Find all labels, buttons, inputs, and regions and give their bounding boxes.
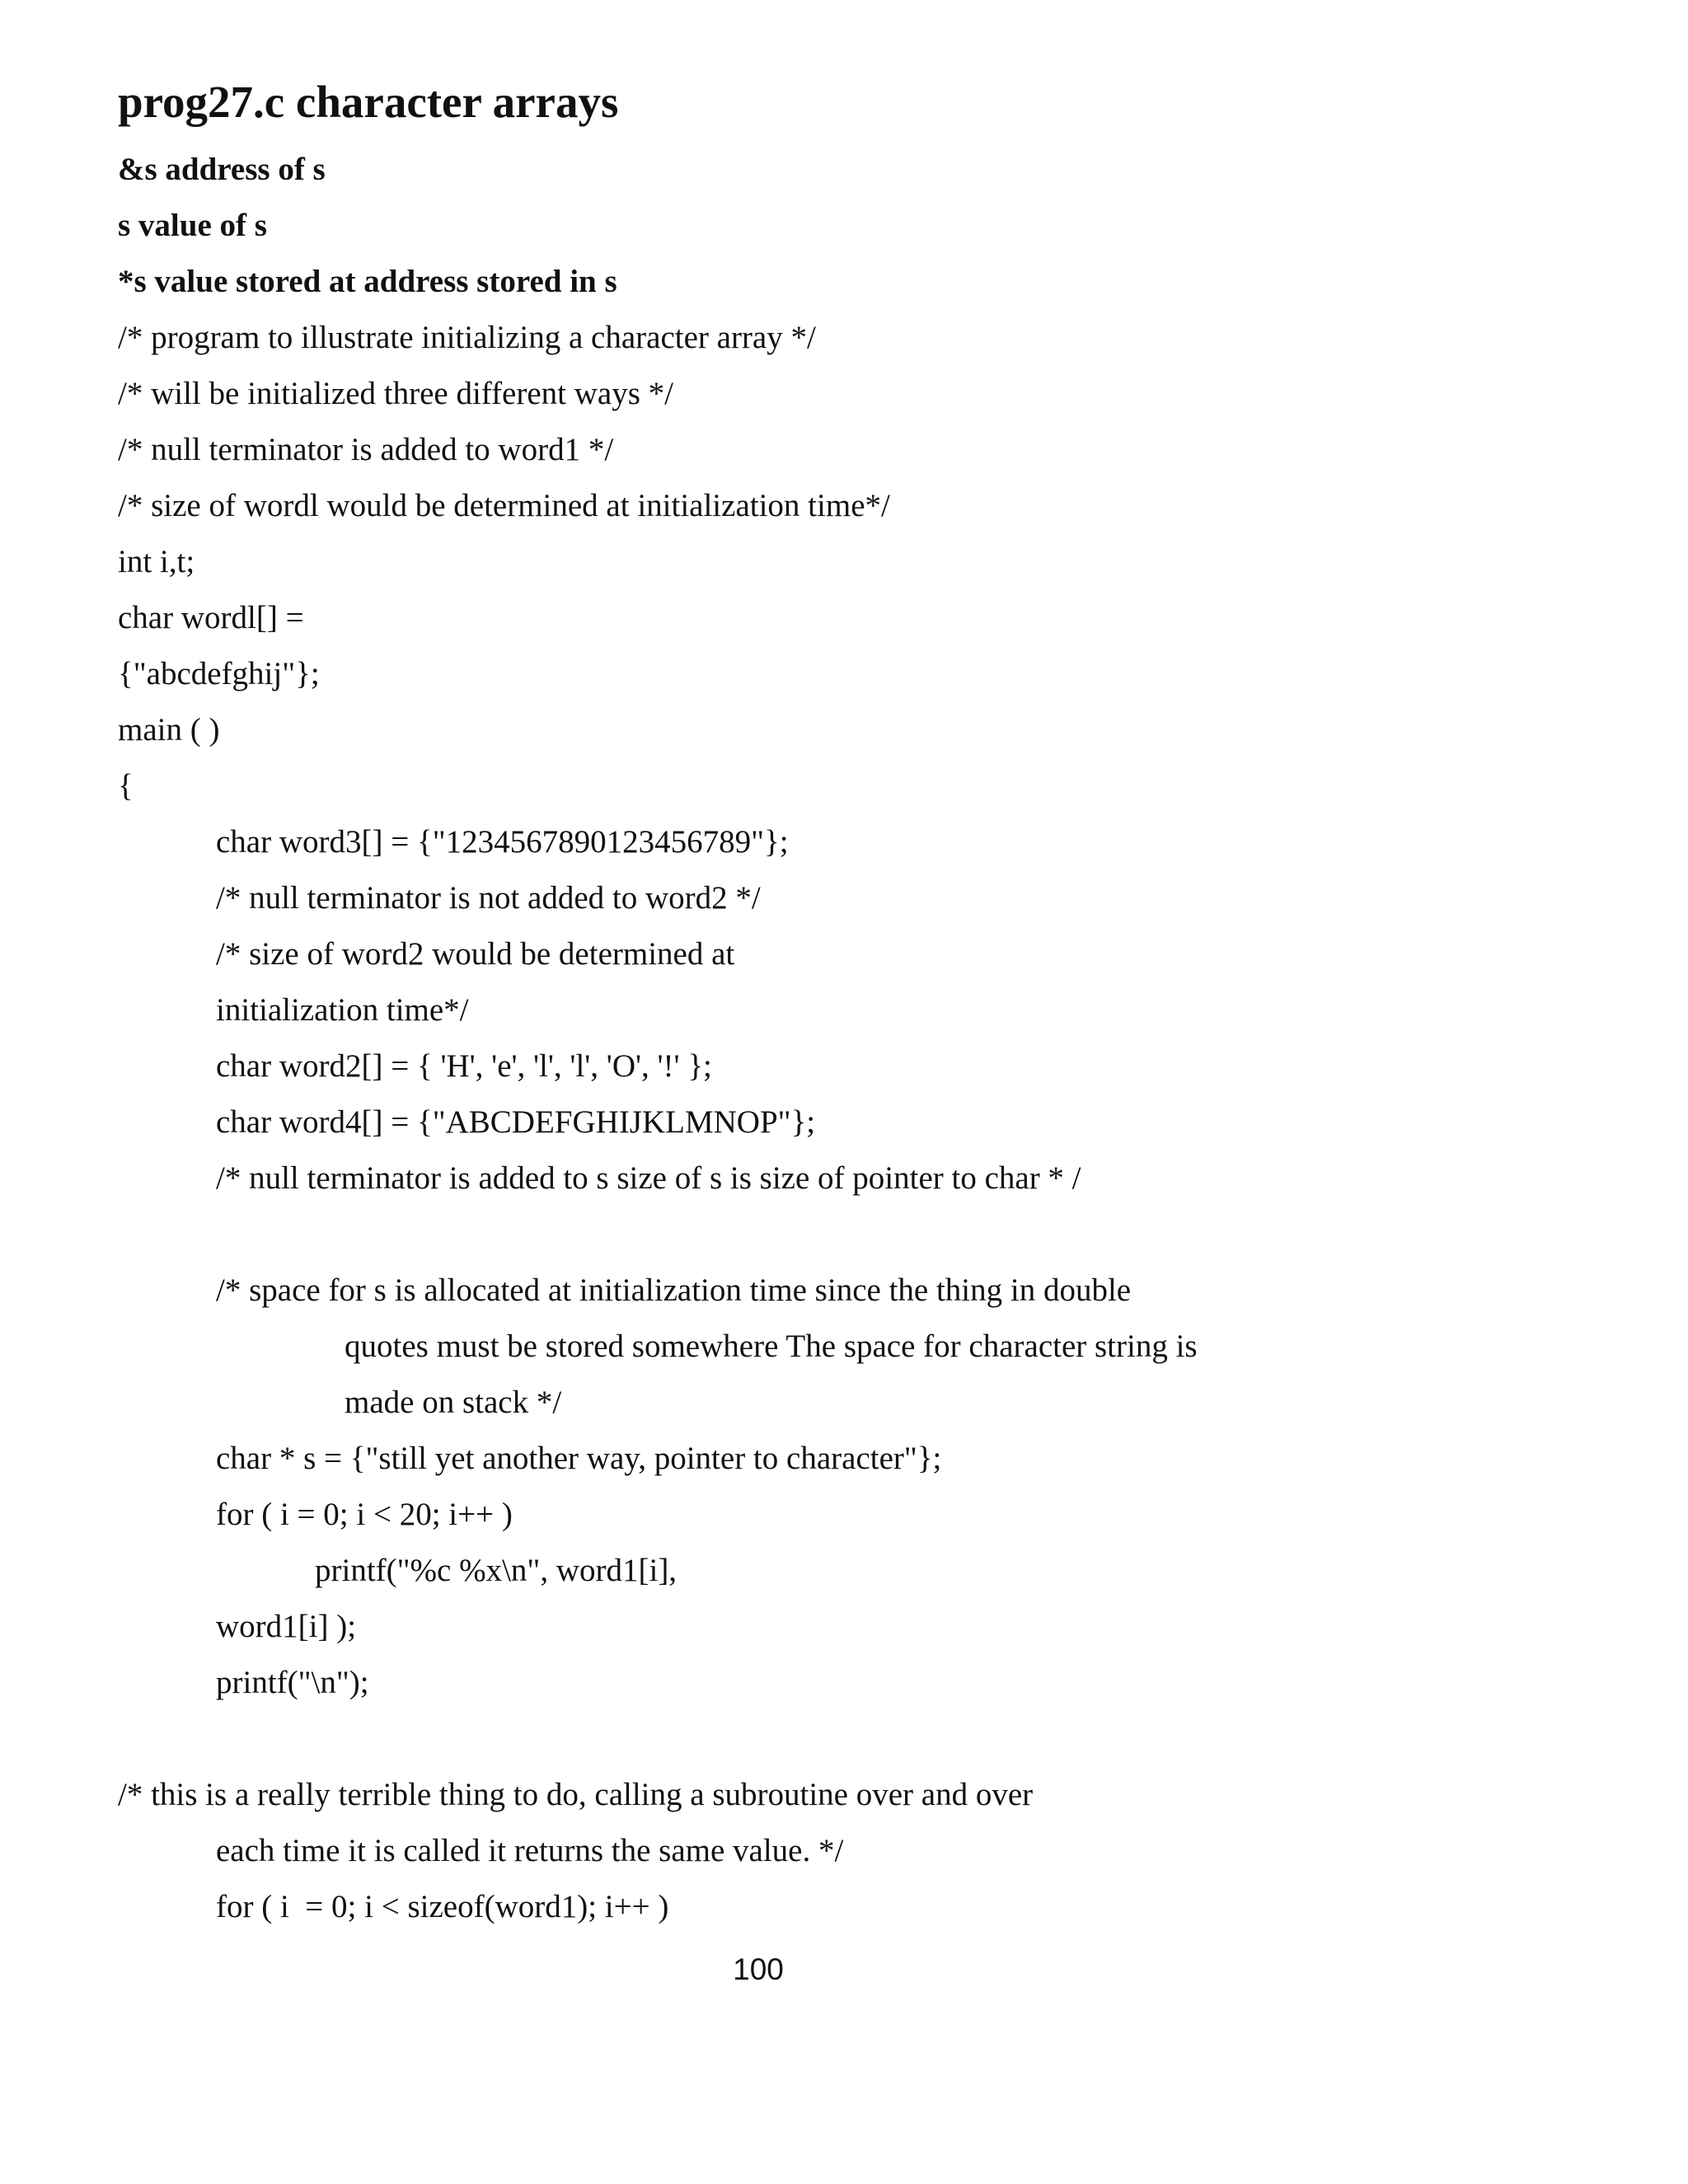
page-title: prog27.c character arrays <box>118 77 619 127</box>
code-line: char * s = {"still yet another way, pointer to character"}; <box>216 1441 942 1476</box>
code-line: { <box>118 768 134 804</box>
code-line: for ( i = 0; i < 20; i++ ) <box>216 1497 513 1532</box>
code-line: /* this is a really terrible thing to do, calling a subroutine over and over <box>118 1777 1034 1812</box>
code-line: each time it is called it returns the same value. */ <box>216 1833 844 1868</box>
note-dereference-s: *s value stored at address stored in s <box>118 264 617 299</box>
code-line: char word4[] = {"ABCDEFGHIJKLMNOP"}; <box>216 1104 816 1140</box>
code-line: quotes must be stored somewhere The space for character string is <box>345 1329 1198 1364</box>
code-line: made on stack */ <box>345 1385 562 1420</box>
code-line: int i,t; <box>118 544 195 579</box>
code-line: /* size of word2 would be determined at <box>216 936 735 972</box>
code-line: word1[i] ); <box>216 1609 357 1644</box>
note-address-of-s: &s address of s <box>118 152 326 187</box>
page-number: 100 <box>733 1952 784 1986</box>
code-line: /* null terminator is added to s size of s is size of pointer to char * / <box>216 1160 1081 1196</box>
code-line: {"abcdefghij"}; <box>118 656 320 691</box>
code-line: printf("\n"); <box>216 1665 369 1700</box>
code-line: /* space for s is allocated at initialization time since the thing in double <box>216 1272 1132 1308</box>
code-line: /* null terminator is not added to word2 */ <box>216 880 761 916</box>
code-line: main ( ) <box>118 712 220 748</box>
code-line: for ( i = 0; i < sizeof(word1); i++ ) <box>216 1889 669 1924</box>
code-line: /* size of wordl would be determined at initialization time*/ <box>118 488 890 523</box>
code-line: /* will be initialized three different ways */ <box>118 376 673 411</box>
code-line: initialization time*/ <box>216 992 469 1028</box>
code-line: char word2[] = { 'H', 'e', 'l', 'l', 'O', '!' }; <box>216 1048 712 1084</box>
code-line: char word3[] = {"1234567890123456789"}; <box>216 824 789 860</box>
note-value-of-s: s value of s <box>118 208 267 243</box>
code-line: /* null terminator is added to word1 */ <box>118 432 614 467</box>
code-line: char wordl[] = <box>118 600 304 635</box>
code-line: printf("%c %x\n", word1[i], <box>315 1553 678 1588</box>
code-line: /* program to illustrate initializing a character array */ <box>118 320 816 355</box>
